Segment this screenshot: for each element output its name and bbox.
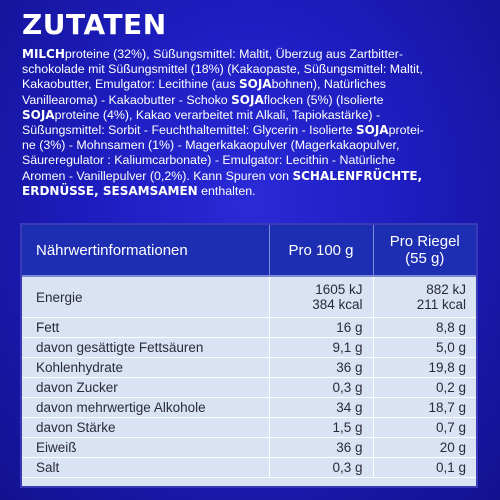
ingredients-segment: protei- — [388, 123, 424, 138]
row-label: davon Stärke — [22, 418, 269, 438]
ingredients-line — [22, 138, 482, 153]
allergen-highlight: SOJA — [231, 92, 264, 107]
value-per-100g: 16 g — [269, 318, 373, 338]
ingredients-segment: ne (3%) - Mohnsamen (1%) - Magerkakaopulver (Magerkakaopulver, — [22, 138, 400, 153]
ingredients-line — [22, 62, 482, 77]
table-row — [22, 358, 476, 378]
value-per-100g: 9,1 g — [269, 338, 373, 358]
value-per-bar: 5,0 g — [373, 338, 476, 358]
value-per-100g: 0,3 g — [269, 378, 373, 398]
row-label: Eiweiß — [22, 438, 269, 458]
ingredients-line — [22, 153, 482, 168]
energy-per-100g — [269, 276, 373, 318]
energy-per-bar-kcal: 211 kcal — [416, 297, 466, 312]
table-row — [22, 398, 476, 418]
nutrition-table — [22, 225, 476, 478]
row-label: davon mehrwertige Alkohole — [22, 398, 269, 418]
value-per-bar: 19,8 g — [373, 358, 476, 378]
table-row — [22, 338, 476, 358]
ingredients-line — [22, 169, 482, 184]
table-row — [22, 418, 476, 438]
row-label: davon gesättigte Fettsäuren — [22, 338, 269, 358]
table-row — [22, 318, 476, 338]
value-per-100g: 34 g — [269, 398, 373, 418]
ingredients-segment: flocken (5%) (Isolierte — [263, 92, 384, 107]
value-per-bar: 20 g — [373, 438, 476, 458]
ingredients-line — [22, 108, 482, 123]
ingredients-line — [22, 93, 482, 108]
row-label: Fett — [22, 318, 269, 338]
row-label-energy: Energie — [22, 276, 269, 318]
ingredients-segment: schokolade mit Süßungsmittel (18%) (Kakaopaste, Süßungsmittel: Maltit, — [22, 62, 423, 77]
nutrition-header-row — [22, 225, 476, 276]
allergen-highlight: ERDNÜSSE, SESAMSAMEN — [22, 183, 198, 198]
ingredients-segment: Vanillearoma) - Kakaobutter - Schoko — [22, 92, 232, 107]
table-row — [22, 458, 476, 478]
energy-per-100g-kj: 1605 kJ — [315, 282, 363, 297]
header-per-bar — [373, 225, 476, 276]
ingredients-segment: proteine (4%), Kakao verarbeitet mit Alkali, Tapiokastärke) - — [54, 107, 381, 122]
ingredients-segment: bohnen), Natürliches — [271, 77, 386, 92]
allergen-highlight: MILCH — [22, 47, 65, 61]
table-row — [22, 378, 476, 398]
row-label: Salt — [22, 458, 269, 478]
ingredients-line — [22, 47, 482, 62]
value-per-100g: 0,3 g — [269, 458, 373, 478]
value-per-100g: 36 g — [269, 438, 373, 458]
allergen-highlight: SOJA — [355, 123, 389, 138]
ingredients-segment: proteine (32%), Süßungsmittel: Maltit, Überzug aus Zartbitter- — [64, 47, 404, 61]
row-label: davon Zucker — [22, 378, 269, 398]
value-per-bar: 0,2 g — [373, 378, 476, 398]
energy-per-100g-kcal: 384 kcal — [312, 297, 363, 312]
header-nutrition-info: Nährwertinformationen — [22, 225, 269, 276]
row-label: Kohlenhydrate — [22, 358, 269, 378]
header-per-100g: Pro 100 g — [269, 225, 373, 276]
ingredients-title: ZUTATEN — [22, 8, 167, 41]
value-per-100g: 1,5 g — [269, 418, 373, 438]
allergen-highlight: SCHALENFRÜCHTE, — [292, 168, 423, 183]
energy-per-bar — [373, 276, 476, 318]
allergen-highlight: SOJA — [22, 107, 55, 122]
header-per-bar-line1: Pro Riegel — [389, 233, 460, 250]
ingredients-segment: Kakaobutter, Emulgator: Lecithine (aus — [22, 77, 239, 92]
allergen-highlight: SOJA — [238, 77, 272, 92]
value-per-bar: 0,7 g — [373, 418, 476, 438]
value-per-bar: 8,8 g — [373, 318, 476, 338]
ingredients-line — [22, 77, 482, 92]
nutrition-table-container — [20, 223, 478, 488]
ingredients-segment: Säureregulator : Kaliumcarbonate) - Emulgator: Lecithin - Natürliche — [22, 153, 396, 168]
ingredients-segment: enthalten. — [197, 183, 256, 198]
ingredients-segment: Aromen - Vanillepulver (0,2%). Kann Spuren von — [22, 168, 293, 183]
table-row-energy — [22, 276, 476, 318]
ingredients-line — [22, 123, 482, 138]
header-per-bar-line2: (55 g) — [405, 250, 445, 267]
value-per-bar: 18,7 g — [373, 398, 476, 418]
table-row — [22, 438, 476, 458]
ingredients-text — [22, 47, 482, 199]
ingredients-segment: Süßungsmittel: Sorbit - Feuchthaltemittel: Glycerin - Isolierte — [22, 123, 356, 138]
value-per-100g: 36 g — [269, 358, 373, 378]
energy-per-bar-kj: 882 kJ — [426, 282, 466, 297]
ingredients-line — [22, 184, 482, 199]
value-per-bar: 0,1 g — [373, 458, 476, 478]
